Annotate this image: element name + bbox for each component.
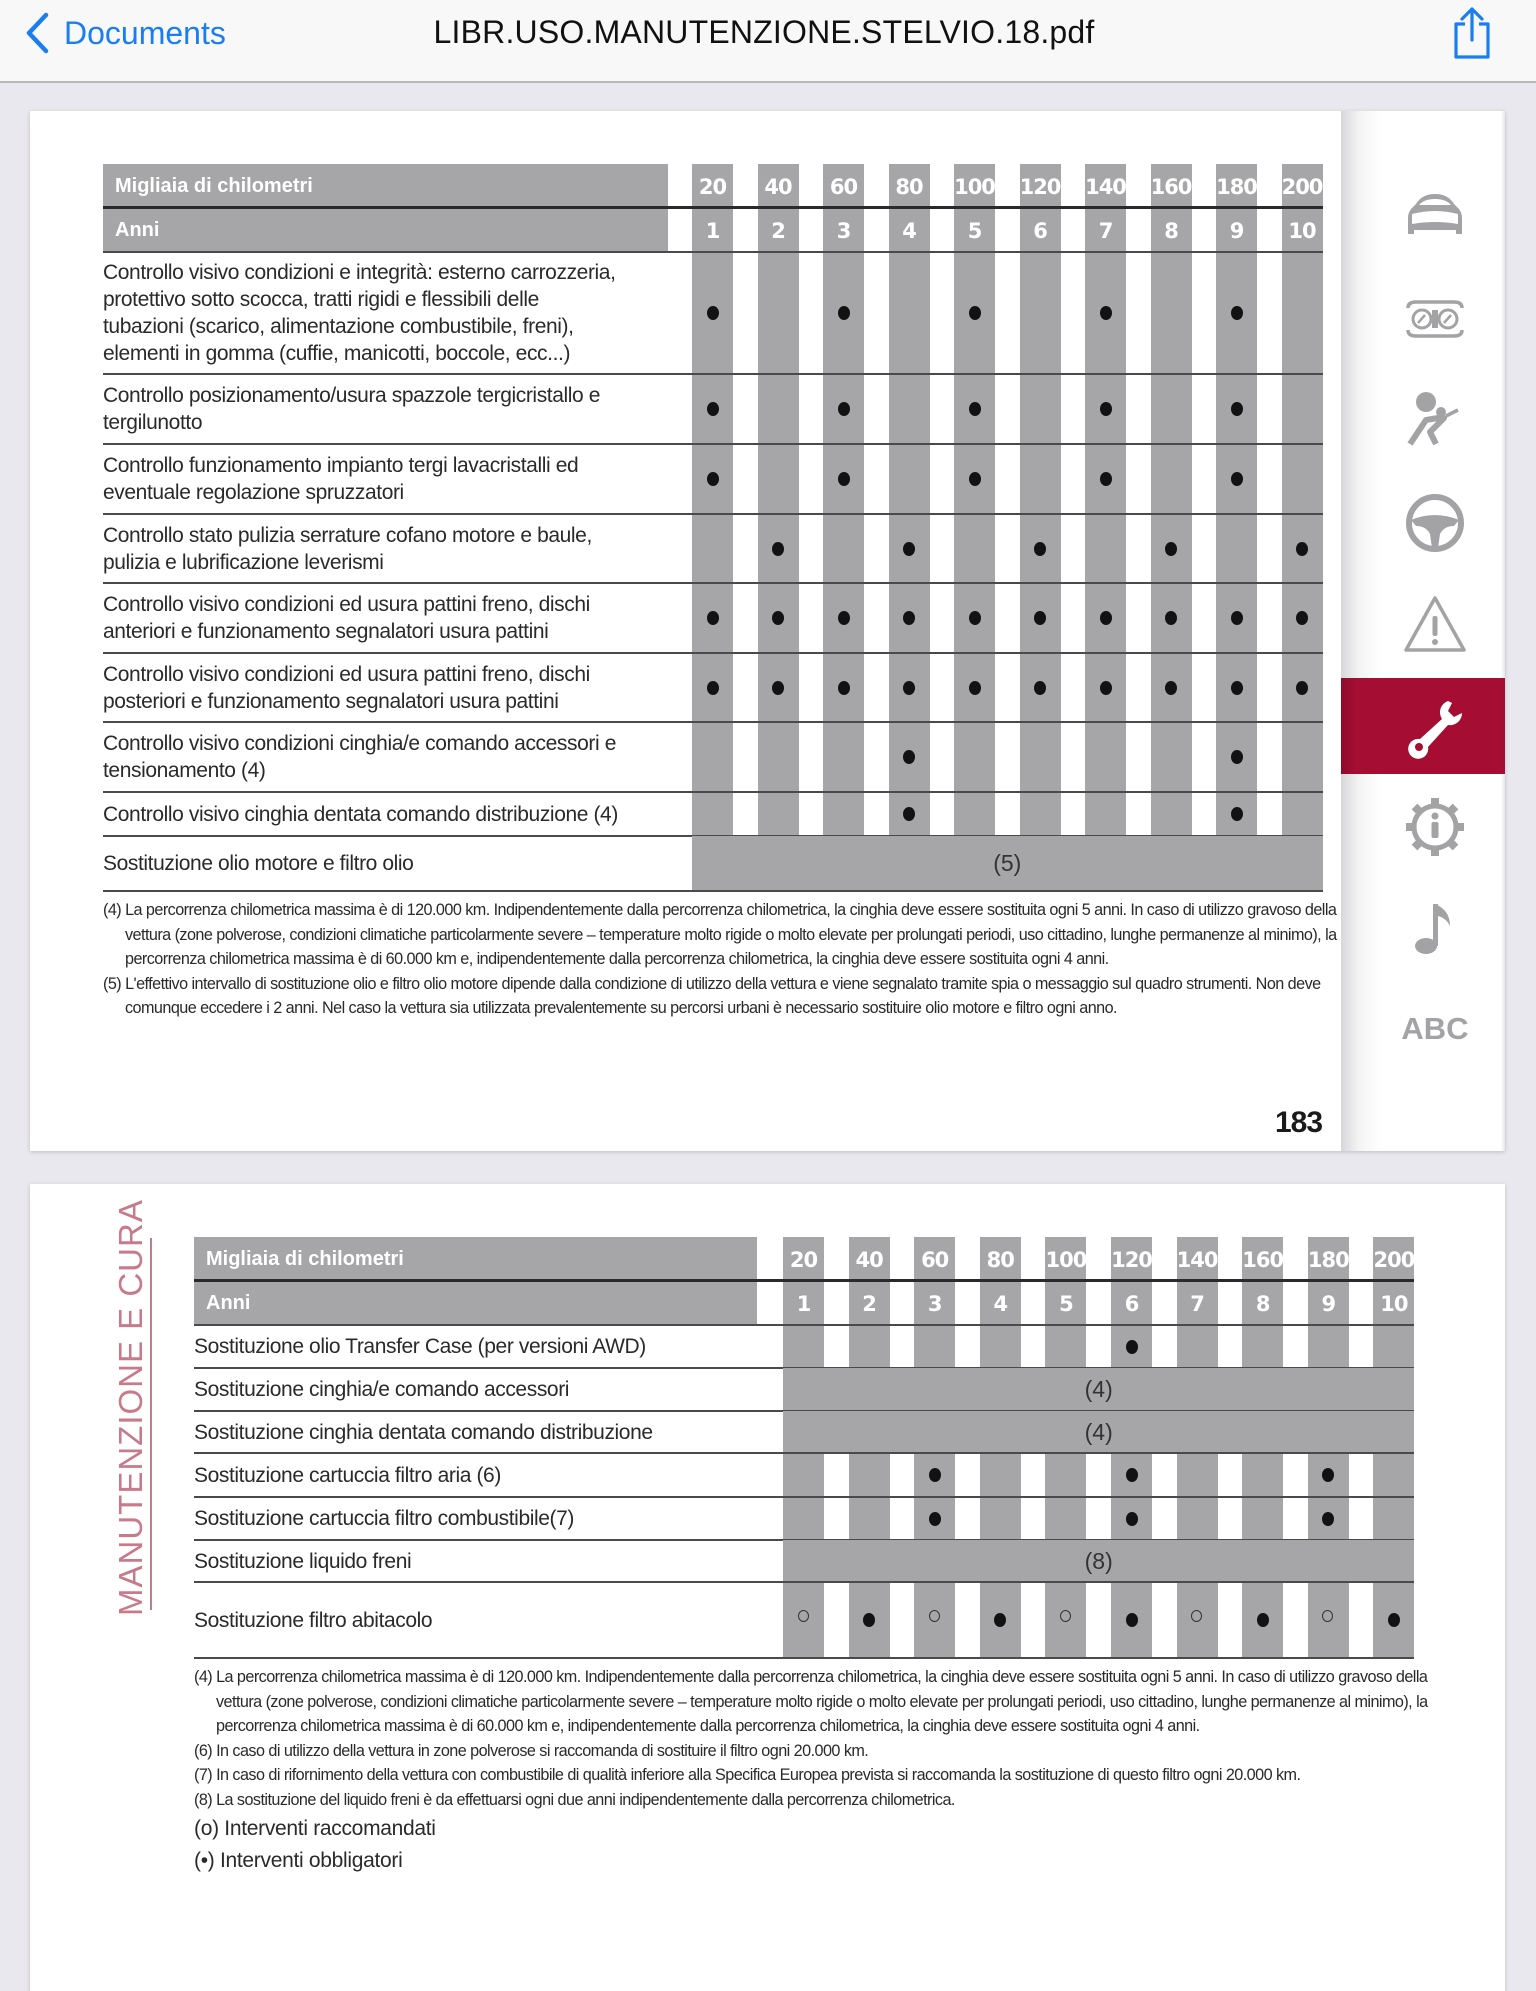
row-label: Sostituzione cartuccia filtro combustibile(7) — [194, 1507, 574, 1530]
legend-item: (o) Interventi raccomandati — [194, 1817, 436, 1840]
mandatory-dot-icon — [969, 306, 981, 320]
chevron-left-icon — [24, 12, 50, 54]
mandatory-dot-icon — [1100, 402, 1112, 416]
year-header-cell: 6 — [1124, 1292, 1139, 1316]
km-header-cell: 120 — [1111, 1248, 1152, 1272]
row-label — [103, 722, 698, 792]
row-label-line: Sostituzione olio motore e filtro olio — [103, 852, 414, 875]
interval-column — [1282, 164, 1323, 891]
back-button[interactable] — [24, 12, 226, 54]
km-header-cell: 40 — [764, 175, 792, 199]
row-divider — [103, 890, 1323, 892]
interval-note-bar: (5) — [692, 836, 1323, 891]
mandatory-dot-icon — [863, 1613, 875, 1627]
recommended-circle-icon — [1191, 1610, 1202, 1622]
year-header-cell: 8 — [1164, 219, 1178, 243]
header-years-label: Anni — [103, 208, 668, 252]
mandatory-dot-icon — [1231, 402, 1243, 416]
header-km-label: Migliaia di chilometri — [103, 164, 668, 208]
row-label — [103, 792, 698, 836]
mandatory-dot-icon — [929, 1468, 941, 1482]
row-label — [103, 653, 698, 722]
row-label: Sostituzione olio Transfer Case (per versioni AWD) — [194, 1335, 646, 1358]
row-divider — [194, 1657, 1414, 1659]
back-label: Documents — [64, 14, 226, 51]
mandatory-dot-icon — [772, 681, 784, 695]
year-header-cell: 10 — [1288, 219, 1316, 243]
mandatory-dot-icon — [1126, 1468, 1138, 1482]
mandatory-dot-icon — [969, 611, 981, 625]
row-label-line: Controllo visivo condizioni ed usura pattini freno, dischi — [103, 662, 590, 686]
mandatory-dot-icon — [1296, 542, 1308, 556]
km-header-cell: 40 — [855, 1248, 883, 1272]
km-header-cell: 100 — [1045, 1248, 1087, 1272]
mandatory-dot-icon — [1322, 1512, 1334, 1526]
year-header-cell: 3 — [836, 219, 851, 243]
km-header-cell: 200 — [1281, 175, 1323, 199]
mandatory-dot-icon — [1034, 681, 1046, 695]
sidebar-item-multimedia[interactable] — [1341, 881, 1505, 977]
interval-column — [1020, 164, 1061, 891]
gear-info-icon — [1402, 794, 1468, 860]
mandatory-dot-icon — [1257, 1613, 1269, 1627]
mandatory-dot-icon — [1165, 611, 1177, 625]
row-label-line: elementi in gomma (cuffie, manicotti, boccole, ecc...) — [103, 342, 571, 365]
interval-column — [823, 164, 864, 891]
sidebar-item-dashboard[interactable] — [1341, 271, 1505, 367]
mandatory-dot-icon — [969, 402, 981, 416]
row-label-line: protettivo sotto scocca, tratti rigidi e flessibili delle — [103, 288, 539, 311]
header-years-label: Anni — [194, 1281, 757, 1325]
km-header-cell: 180 — [1307, 1248, 1349, 1272]
year-header-cell: 3 — [927, 1292, 942, 1316]
sidebar-item-car[interactable] — [1341, 169, 1505, 265]
mandatory-dot-icon — [707, 306, 719, 320]
row-label: Sostituzione filtro abitacolo — [194, 1608, 433, 1632]
mandatory-dot-icon — [903, 750, 915, 764]
row-label-line: pulizia e lubrificazione leverismi — [103, 550, 384, 574]
km-header-cell: 180 — [1216, 175, 1257, 199]
interval-column — [1216, 164, 1257, 891]
year-header-cell: 4 — [902, 219, 916, 243]
interval-column — [954, 164, 995, 891]
pdf-page-183 — [30, 111, 1505, 1151]
mandatory-dot-icon — [838, 402, 850, 416]
row-label-line: anteriori e funzionamento segnalatori usura pattini — [103, 620, 549, 643]
interval-column — [1151, 164, 1192, 891]
abc-index-icon: ABC — [1401, 1011, 1469, 1046]
navigation-bar — [0, 0, 1536, 83]
mandatory-dot-icon — [1126, 1613, 1138, 1627]
year-header-cell: 7 — [1190, 1292, 1204, 1316]
footnote: (4) La percorrenza chilometrica massima è di 120.000 km. Indipendentemente dalla percorrenza chilometrica, la cinghia deve essere sostituita ogni 5 anni. In caso di utilizzo gravoso della vettura (zone polverose, condizioni climatiche particolarmente severe – temperature molto rigide o molto elevate per prolungati periodi, uso cittadino, lunghe permanenze al minimo), la percorrenza chilometrica massima è di 60.000 km e, indipendentemente dalla percorrenza chilometrica, la cinghia deve essere sostituita ogni 4 anni. — [194, 1668, 1428, 1735]
row-label-line: Controllo posizionamento/usura spazzole tergicristallo e — [103, 384, 601, 407]
wrench-icon — [1402, 693, 1468, 759]
footnote: (8) La sostituzione del liquido freni è da effettuarsi ogni due anni indipendentemente dalla percorrenza chilometrica. — [194, 1790, 955, 1809]
footnotes-page-183 — [103, 898, 1343, 1021]
km-header-cell: 100 — [954, 175, 995, 199]
mandatory-dot-icon — [1100, 306, 1112, 320]
music-note-icon — [1402, 896, 1468, 962]
mandatory-dot-icon — [838, 681, 850, 695]
sidebar-item-safety[interactable] — [1341, 373, 1505, 469]
mandatory-dot-icon — [1231, 306, 1243, 320]
mandatory-dot-icon — [1231, 472, 1243, 486]
mandatory-dot-icon — [1388, 1613, 1400, 1627]
sidebar-item-driving[interactable] — [1341, 475, 1505, 571]
recommended-circle-icon — [1060, 1610, 1071, 1622]
mandatory-dot-icon — [1034, 611, 1046, 625]
year-header-cell: 9 — [1321, 1292, 1336, 1316]
document-title: LIBR.USO.MANUTENZIONE.STELVIO.18.pdf — [433, 14, 1095, 50]
row-label-line: Controllo visivo condizioni ed usura pattini freno, dischi — [103, 593, 590, 616]
km-header-cell: 120 — [1019, 175, 1061, 199]
interval-column — [889, 164, 930, 891]
year-header-cell: 9 — [1229, 219, 1244, 243]
mandatory-dot-icon — [1165, 681, 1177, 695]
km-header-cell: 160 — [1242, 1248, 1284, 1272]
km-header-cell: 200 — [1373, 1248, 1415, 1272]
year-header-cell: 2 — [862, 1292, 876, 1316]
section-sidebar — [1341, 111, 1505, 1151]
year-header-cell: 5 — [1059, 1292, 1073, 1316]
km-header-cell: 80 — [986, 1248, 1014, 1272]
row-label-line: Controllo visivo condizioni e integrità: esterno carrozzeria, — [103, 261, 616, 284]
km-header-cell: 60 — [921, 1248, 949, 1272]
km-header-cell: 60 — [829, 175, 858, 199]
interval-note-bar: (4) — [783, 1368, 1414, 1411]
year-header-cell: 4 — [993, 1292, 1008, 1316]
row-label: Sostituzione cinghia/e comando accessori — [194, 1378, 570, 1401]
row-label-line: Controllo visivo condizioni cinghia/e comando accessori e — [103, 732, 616, 755]
row-label-line: tergilunotto — [103, 411, 203, 434]
header-divider — [194, 1279, 1414, 1282]
recommended-circle-icon — [929, 1610, 940, 1622]
km-header-cell: 160 — [1150, 175, 1192, 199]
interval-note-bar: (8) — [783, 1540, 1414, 1582]
airbag-icon — [1402, 388, 1468, 454]
mandatory-dot-icon — [903, 542, 915, 556]
interval-column — [758, 164, 799, 891]
year-header-cell: 2 — [771, 219, 785, 243]
mandatory-dot-icon — [929, 1512, 941, 1526]
mandatory-dot-icon — [1231, 807, 1243, 821]
row-label-line: Controllo funzionamento impianto tergi lavacristalli ed — [103, 454, 579, 477]
km-header-cell: 140 — [1085, 175, 1126, 199]
row-label-line: Controllo visivo cinghia dentata comando distribuzione (4) — [103, 802, 618, 826]
row-label-line: posteriori e funzionamento segnalatori usura pattini — [103, 689, 559, 713]
row-label — [103, 836, 698, 891]
mandatory-dot-icon — [772, 542, 784, 556]
footnote: (5) L'effettivo intervallo di sostituzione olio e filtro olio motore dipende dalla condizione di utilizzo della vettura e viene segnalato tramite spia o messaggio sul quadro strumenti. Non deve comunque eccedere i 2 anni. Nel caso la vettura sia utilizzata prevalentemente su percorsi urbani è necessario sostituire olio motore e filtro ogni anno. — [103, 974, 1321, 1017]
mandatory-dot-icon — [707, 402, 719, 416]
row-label — [103, 583, 698, 653]
year-header-cell: 5 — [967, 219, 982, 243]
mandatory-dot-icon — [1100, 472, 1112, 486]
row-label: Sostituzione cartuccia filtro aria (6) — [194, 1463, 501, 1487]
mandatory-dot-icon — [1100, 681, 1112, 695]
interval-note-bar: (4) — [783, 1411, 1414, 1453]
legend-item: (•) Interventi obbligatori — [194, 1849, 403, 1872]
mandatory-dot-icon — [1296, 611, 1308, 625]
footnote: (4) La percorrenza chilometrica massima è di 120.000 km. Indipendentemente dalla percorrenza chilometrica, la cinghia deve essere sostituita ogni 5 anni. In caso di utilizzo gravoso della vettura (zone polverose, condizioni climatiche particolarmente severe – temperature molto rigide o molto elevate per prolungati periodi, uso cittadino, lunghe permanenze al minimo), la percorrenza chilometrica massima è di 60.000 km e, indipendentemente dalla percorrenza chilometrica, la cinghia deve essere sostituita ogni 4 anni. — [103, 901, 1337, 968]
sidebar-item-emergency[interactable] — [1341, 577, 1505, 673]
share-icon[interactable] — [1450, 6, 1494, 60]
km-header-cell: 20 — [789, 1248, 818, 1272]
sidebar-item-index[interactable] — [1341, 981, 1505, 1077]
row-label: Sostituzione liquido freni — [194, 1549, 412, 1573]
year-header-cell: 8 — [1255, 1292, 1270, 1316]
car-icon — [1402, 184, 1468, 250]
mandatory-dot-icon — [1231, 681, 1243, 695]
sidebar-item-technical-data[interactable] — [1341, 779, 1505, 875]
mandatory-dot-icon — [838, 472, 850, 486]
mandatory-dot-icon — [707, 681, 719, 695]
footnote: (6) In caso di utilizzo della vettura in zone polverose si raccomanda di sostituire il filtro ogni 20.000 km. — [194, 1741, 869, 1760]
pdf-page-184 — [30, 1184, 1505, 1991]
km-header-cell: 20 — [698, 175, 727, 199]
year-header-cell: 10 — [1380, 1292, 1408, 1316]
row-label — [103, 252, 698, 374]
sidebar-item-maintenance[interactable] — [1341, 678, 1505, 774]
section-side-label — [110, 1199, 150, 1616]
steering-wheel-icon — [1402, 490, 1468, 556]
mandatory-dot-icon — [707, 611, 719, 625]
year-header-cell: 1 — [796, 1292, 811, 1316]
page-number: 183 — [1275, 1106, 1323, 1139]
row-label — [103, 444, 698, 514]
row-label — [103, 514, 698, 583]
mandatory-dot-icon — [1100, 611, 1112, 625]
header-km-label: Migliaia di chilometri — [194, 1237, 757, 1281]
interval-column — [692, 164, 733, 891]
footnotes-page-184 — [194, 1665, 1454, 1876]
year-header-cell: 6 — [1033, 219, 1047, 243]
mandatory-dot-icon — [1231, 611, 1243, 625]
km-header-cell: 140 — [1176, 1248, 1218, 1272]
mandatory-dot-icon — [903, 611, 915, 625]
mandatory-dot-icon — [838, 611, 850, 625]
mandatory-dot-icon — [1034, 542, 1046, 556]
row-label: Sostituzione cinghia dentata comando distribuzione — [194, 1420, 653, 1444]
header-divider — [103, 206, 1323, 209]
mandatory-dot-icon — [903, 807, 915, 821]
footnote: (7) In caso di rifornimento della vettura con combustibile di qualità inferiore alla Specifica Europea prevista si raccomanda la sostituzione di questo filtro ogni 20.000 km. — [194, 1766, 1301, 1784]
row-label-line: eventuale regolazione spruzzatori — [103, 481, 404, 504]
row-label — [103, 374, 698, 444]
section-title-vertical: MANUTENZIONE E CURA — [112, 1199, 149, 1616]
km-header-cell: 80 — [895, 175, 923, 199]
mandatory-dot-icon — [707, 472, 719, 486]
mandatory-dot-icon — [1126, 1512, 1138, 1526]
warning-triangle-icon — [1402, 592, 1468, 658]
row-label-line: tensionamento (4) — [103, 759, 266, 782]
mandatory-dot-icon — [903, 681, 915, 695]
interval-column — [1085, 164, 1126, 891]
mandatory-dot-icon — [1126, 1340, 1138, 1354]
mandatory-dot-icon — [969, 472, 981, 486]
dashboard-icon — [1402, 286, 1468, 352]
mandatory-dot-icon — [838, 306, 850, 320]
row-label-line: tubazioni (scarico, alimentazione combustibile, freni), — [103, 315, 574, 338]
mandatory-dot-icon — [1296, 681, 1308, 695]
section-divider — [150, 1238, 152, 1610]
row-label-line: Controllo stato pulizia serrature cofano motore e baule, — [103, 523, 592, 547]
mandatory-dot-icon — [1165, 542, 1177, 556]
year-header-cell: 1 — [705, 219, 720, 243]
year-header-cell: 7 — [1098, 219, 1113, 243]
mandatory-dot-icon — [969, 681, 981, 695]
mandatory-dot-icon — [772, 611, 784, 625]
mandatory-dot-icon — [1231, 750, 1243, 764]
recommended-circle-icon — [798, 1610, 809, 1622]
